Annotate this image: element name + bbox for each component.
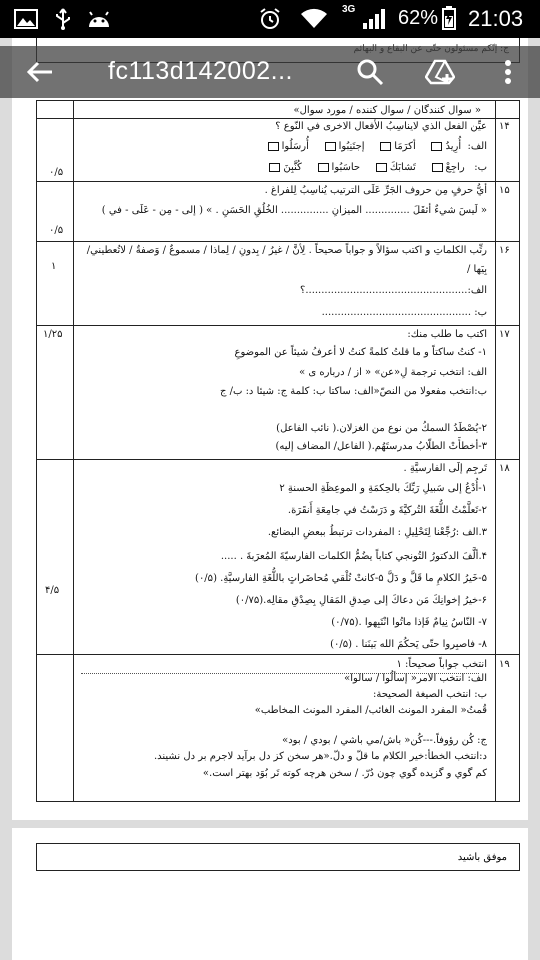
checkbox[interactable]: [431, 142, 442, 151]
checkbox[interactable]: [325, 142, 336, 151]
answer-line: ب: ...............................................: [321, 307, 487, 318]
row-divider: [37, 118, 519, 119]
wifi-icon: [300, 8, 328, 30]
footer-text: موفق باشيد: [457, 852, 507, 863]
question-line: قُمتُ« المفرد المونث الغائب/ المفرد المونث المخاطب»: [254, 705, 487, 716]
number-column-divider: [495, 655, 496, 801]
question-line: ب: انتخب الصيغة الصحيحة:: [372, 689, 487, 700]
question-line: ۲-تَعلَّمْتُ اللُّغَةَ التُركيَّةَ و دَرَسْتُ في جامِعَةِ أَنقَرَة.: [287, 505, 487, 516]
question-line: ۱-أُدْعُ إلى سَبيلِ رَبِّكَ بالحِكمَةِ و الموعِظَةِ الحسنةِ ۲: [279, 483, 487, 494]
question-line: بِيَها /: [466, 264, 487, 275]
row-divider: [37, 181, 519, 182]
option-label: راجِعْ: [445, 162, 465, 173]
option-label: أُرسَلُوا: [281, 141, 309, 152]
question-line: الف: انتخب الامر« إسألُوا / سالوا»: [344, 673, 487, 684]
option-label: أُرِيدُ: [445, 141, 462, 152]
row-divider: [37, 325, 519, 326]
question-line: « لَيسَ شيءٌ أثقَلَ .............. الميزانِ ............... الخُلُقِ الحَسَنِ . » ( إلى - مِن - عَلَى - في ): [101, 205, 487, 216]
footer-box: [36, 843, 520, 871]
option-prefix: ب:: [474, 162, 487, 173]
question-text: أيُّ حرفٍ مِن حروف الجَرِّ عَلَى الترتيب يُناسِبُ لِلفراغ .: [264, 185, 487, 196]
question-line: الف: انتخب ترجمة لِ«عن» « از / درباره ی »: [299, 367, 487, 378]
android-icon: [86, 8, 112, 30]
option-label: كُنَّبِنَ: [283, 162, 302, 173]
question-line: ۶-خيرُ إخوانِكَ مَن دعاكَ إلى صِدقِ المَقالِ بِصِدْقِ مقالِه.(۰/۷۵): [235, 595, 487, 606]
question-text: اکتب ما طلب منك:: [407, 329, 487, 340]
question-19-box: [36, 654, 520, 802]
question-number: ۱۷: [499, 329, 510, 340]
checkbox[interactable]: [376, 163, 387, 172]
question-number: ۱۴: [499, 121, 510, 132]
option-label: إجتَنِبُوا: [338, 141, 365, 152]
options-row-a: [265, 141, 487, 152]
question-number: ۱۶: [499, 245, 510, 256]
question-line: ۳.الف :رُجِّعْنا لِتَحْلِيلِ : المفردات ترتبطُ ببعضِ البضائع.: [267, 527, 487, 538]
question-line: ب:انتخب مفعولا من النصّ«الف: ساكتا ب: كلمة ج: شيئا د: ب/ ج: [219, 386, 487, 397]
network-type-label: 3G: [342, 4, 356, 15]
question-score: ۰/۵: [49, 167, 64, 178]
usb-icon: [54, 8, 72, 30]
question-number: ۱۸: [499, 463, 510, 474]
question-text: انتخب جواباً صحيحاً: ۱: [396, 659, 487, 670]
question-text: رتِّب الكلماتِ و اكتب سؤالاً و جواباً صحيحاً . لِأنَّ / غيرُ / بِدونِ / لِماذا / مسموعٌ / وَصفةٌ / لاتُعطيني/: [86, 245, 487, 256]
question-line: ج: كُن رؤوفاً.---كُن« باش/مي باشي / بودي / بود»: [282, 735, 487, 746]
battery-percent: 62%: [398, 7, 439, 29]
question-score: ۰/۵: [49, 225, 64, 236]
option-label: أكرَمَا: [394, 141, 416, 152]
clock: 21:03: [468, 6, 524, 31]
more-options-icon[interactable]: [492, 56, 524, 88]
checkbox[interactable]: [268, 142, 279, 151]
alarm-icon: [258, 8, 282, 30]
checkbox[interactable]: [269, 163, 280, 172]
question-line: ۷- النّاسُ نِيامٌ فَإذا ماتُوا انْتَبِهوا .(۰/۷۵): [331, 617, 487, 628]
question-score: ۱/۲۵: [43, 329, 63, 340]
question-line: ۳-أخطأَتْ الطلّابُ مدرستَهُم.( الفاعل/ المضاف إليه): [275, 441, 487, 452]
question-text: عيِّن الفعل الذي لايناسِبُ الأفعال الاخرى في النّوع ؟: [275, 121, 487, 132]
row-divider: [37, 459, 519, 460]
checkbox[interactable]: [318, 163, 329, 172]
question-number: ۱۹: [499, 659, 510, 670]
option-prefix: الف:: [467, 141, 487, 152]
image-icon: [14, 8, 38, 30]
document-page-2: [12, 828, 528, 960]
header-text: « سوال کنندگان / سوال کننده / مورد سوال»: [293, 105, 481, 116]
question-line: ۵-خَيرُ الكلامِ ما قَلَّ و دَلَّ ۵-كانتْ تُلْقي مُحاضَراتٍ باللُّغَةِ الفارسيَّةِ. (۰/۵): [195, 573, 487, 584]
option-label: تَشابَكَ: [389, 162, 416, 173]
question-line: د:انتخب الخطأ:خير الكلام ما قلّ و دلّ.«هر سخن كز دل برآيد لاجرم بر دل نشيند.: [153, 751, 487, 762]
question-line: كم گوي و گزيده گوي چون دُرّ. / سخن هرچه كوته تَر بُوَد بهتر است.»: [202, 768, 487, 779]
search-icon[interactable]: [354, 56, 386, 88]
app-bar: [0, 46, 540, 98]
question-score: ۱: [51, 261, 57, 272]
options-row-b: [266, 162, 487, 173]
question-line: ۱- كنتُ ساكتاً و ما قلتُ كلمةً كنتُ لا أعرفُ شيئاً عن الموضوعِ: [234, 347, 487, 358]
file-title: fc113d142002...: [108, 57, 293, 85]
answer-line: الف:...................................................؟: [300, 285, 487, 296]
question-line: ۴.ألَّفَ الدكتورُ التُونجي كتاباً يضُمُّ الكلمات الفارسيّةَ المُعرَبةَ . .....: [220, 551, 487, 562]
signal-icon: [362, 8, 388, 30]
battery-charging-icon: [442, 7, 456, 29]
status-bar: [0, 0, 540, 38]
question-text: تَرجِم إلَى الفارسيَّةِ .: [403, 463, 487, 474]
question-line: ۲-يُصْطَدُ السمكُ من نوع من الغزلان.( نائب الفاعل): [276, 423, 487, 434]
checkbox[interactable]: [432, 163, 443, 172]
question-number: ۱۵: [499, 185, 510, 196]
back-arrow-icon[interactable]: [24, 56, 56, 88]
question-score: ۴/۵: [45, 585, 60, 596]
document-page: [12, 38, 528, 820]
row-divider: [37, 241, 519, 242]
option-label: حاسَبُوا: [331, 162, 361, 173]
add-to-drive-icon[interactable]: [424, 56, 456, 88]
question-line: ۸- فاصبِروا حتّى يَحكُمَ الله بَينَنا . (۰/۵): [330, 639, 487, 650]
checkbox[interactable]: [380, 142, 391, 151]
